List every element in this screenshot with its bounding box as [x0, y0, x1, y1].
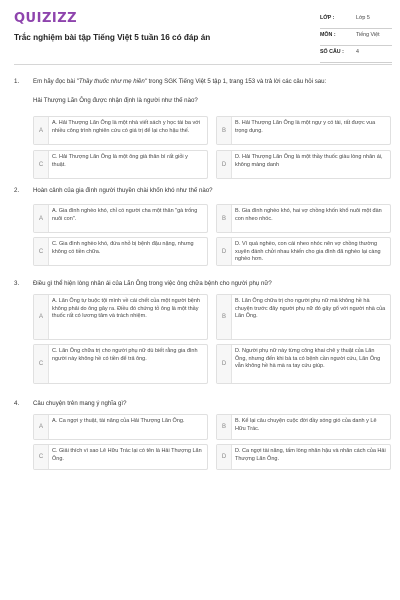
question-text: Hoàn cảnh của gia đình người thuyền chài khốn khó như thế nào?	[33, 187, 213, 194]
question-text: Câu chuyện trên mang ý nghĩa gì?	[33, 400, 127, 407]
option-letter: D	[217, 238, 232, 265]
meta-row-count	[320, 46, 392, 63]
meta-key: LỚP :	[320, 15, 335, 21]
option-c[interactable]	[33, 237, 208, 266]
option-d[interactable]	[216, 237, 391, 266]
option-letter: A	[34, 295, 49, 339]
option-text: C. Gia đình nghèo khó, đứa nhỏ bị bệnh đậu nặng, nhưng không có tiền chữa.	[52, 241, 194, 255]
option-a[interactable]	[33, 116, 208, 145]
option-letter: B	[217, 295, 232, 339]
question-number: 1.	[14, 78, 20, 85]
option-b[interactable]	[216, 204, 391, 233]
worksheet-meta	[320, 12, 392, 63]
option-letter: D	[217, 345, 232, 383]
option-text: A. Hải Thượng Lãn Ông là một nhà viết sách y học tài ba với nhiều công trình nghiên cứu có giá trị để lại cho hậu thế.	[52, 120, 201, 134]
question-text-italic: "Thầy thuốc như mẹ hiền"	[76, 78, 147, 85]
question-number: 2.	[14, 187, 20, 194]
question-text-part: Em hãy đọc bài	[33, 78, 77, 85]
option-c[interactable]	[33, 444, 208, 470]
quizizz-logo: QUIZIZZ	[14, 11, 78, 26]
header-divider	[14, 64, 392, 65]
option-text: A. Lãn Ông tự buộc tội mình về cái chết của một người bệnh không phải do ông gây ra. Điều đó chứng tỏ ông là một thầy thuốc rất có lương tâm và trách nhiệm.	[52, 298, 200, 320]
question-text-part: trong SGK Tiếng Việt 5 tập 1, trang 153 và trả lời các câu hỏi sau:	[146, 78, 327, 85]
option-text: A. Ca ngợi y thuật, tài năng của Hải Thượng Lãn Ông.	[52, 418, 185, 424]
worksheet-header	[0, 0, 400, 62]
option-b[interactable]	[216, 116, 391, 145]
option-letter: A	[34, 117, 49, 144]
question-text	[33, 78, 363, 87]
option-text: B. Gia đình nghèo khó, hai vợ chồng khốn khổ nuôi một đàn con nheo nhóc.	[235, 208, 382, 222]
option-text: B. Kể lại câu chuyện cuộc đời đầy sóng gió của danh y Lê Hữu Trác.	[235, 418, 377, 432]
option-letter: B	[217, 415, 232, 439]
option-d[interactable]	[216, 444, 391, 470]
option-letter: C	[34, 151, 49, 178]
option-d[interactable]	[216, 344, 391, 384]
question-number: 4.	[14, 400, 20, 407]
option-letter: B	[217, 117, 232, 144]
option-letter: A	[34, 415, 49, 439]
option-a[interactable]	[33, 294, 208, 340]
option-letter: C	[34, 345, 49, 383]
meta-key: MÔN :	[320, 32, 336, 38]
option-c[interactable]	[33, 344, 208, 384]
option-b[interactable]	[216, 414, 391, 440]
option-text: D. Người phụ nữ này từng công khai chê y thuật của Lãn Ông, nhưng đến khi bà ta có bệnh cần người cứu, Lãn Ông vẫn không hề hà mà ra tay cứu giúp.	[235, 348, 381, 370]
option-text: C. Hải Thượng Lãn Ông là một ông già thân bì rất giỏi y thuật.	[52, 154, 188, 168]
option-text: C. Lãn Ông chữa trị cho người phụ nữ dù biết rằng gia đình người này không hề có tiền để trả ông.	[52, 348, 198, 362]
option-text: D. Vì quá nghèo, con cái nheo nhóc nên vợ chồng thường xuyên đánh chửi nhau khiến cho gia đình đã nghèo lại càng nghèo hơn.	[235, 241, 381, 263]
meta-row-subject	[320, 29, 392, 46]
option-letter: D	[217, 151, 232, 178]
meta-value: Lớp 5	[356, 15, 370, 21]
option-c[interactable]	[33, 150, 208, 179]
option-letter: A	[34, 205, 49, 232]
option-text: D. Ca ngợi tài năng, tấm lòng nhân hậu và nhân cách của Hải Thượng Lãn Ông.	[235, 448, 386, 462]
option-letter: D	[217, 445, 232, 469]
question-subtext: Hải Thượng Lãn Ông được nhận định là người như thế nào?	[33, 97, 198, 104]
option-a[interactable]	[33, 204, 208, 233]
meta-key: SỐ CÂU :	[320, 49, 344, 55]
option-letter: C	[34, 445, 49, 469]
option-text: B. Lãn Ông chữa trị cho người phụ nữ mà không hề hà chuyện trước đây người phụ nữ đó gây gổ với người nhà của Lãn Ông.	[235, 298, 386, 320]
option-a[interactable]	[33, 414, 208, 440]
question-text: Điều gì thể hiện lòng nhân ái của Lãn Ông trong việc ông chữa bệnh cho người phụ nữ?	[33, 280, 272, 287]
meta-value: Tiếng Việt	[356, 32, 380, 38]
option-text: C. Giải thích vì sao Lê Hữu Trác lại có tên là Hải Thượng Lãn Ông.	[52, 448, 202, 462]
option-text: B. Hải Thượng Lãn Ông là một ngự y có tài, rất được vua trọng dụng.	[235, 120, 376, 134]
option-letter: B	[217, 205, 232, 232]
question-number: 3.	[14, 280, 20, 287]
meta-value: 4	[356, 49, 359, 55]
worksheet-title: Trắc nghiệm bài tập Tiếng Việt 5 tuần 16 có đáp án	[14, 33, 211, 42]
option-letter: C	[34, 238, 49, 265]
option-text: D. Hải Thượng Lãn Ông là một thầy thuốc giàu lòng nhân ái, không màng danh	[235, 154, 383, 168]
option-b[interactable]	[216, 294, 391, 340]
option-d[interactable]	[216, 150, 391, 179]
meta-row-class	[320, 12, 392, 29]
option-text: A. Gia đình nghèo khó, chỉ có người cha một thân "gà trống nuôi con".	[52, 208, 198, 222]
